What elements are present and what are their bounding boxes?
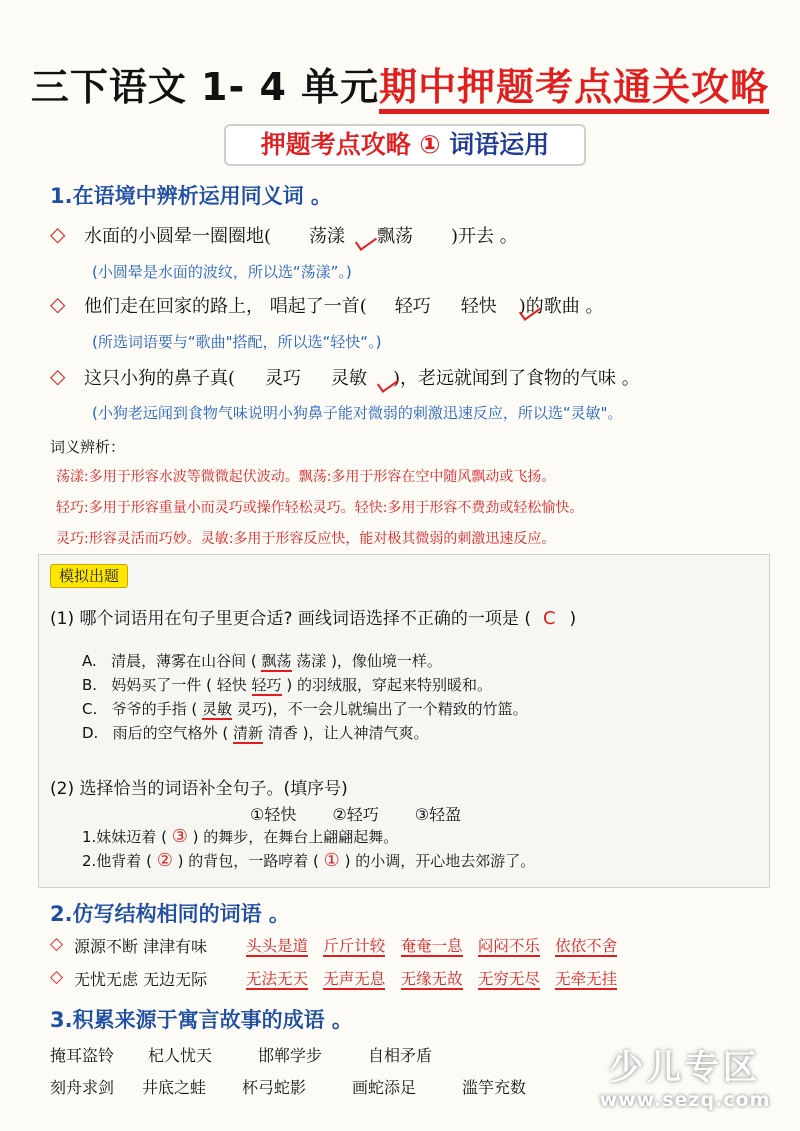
section3-heading: 3.积累来源于寓言故事的成语 。 — [50, 1008, 353, 1032]
idiom: 刻舟求剑 — [50, 1078, 115, 1097]
definition-line: 灵巧:形容灵活而巧妙。灵敏:多用于形容反应快，能对极其微弱的刺激迅速反应。 — [56, 531, 556, 547]
given-words: 无忧无虑 无边无际 — [74, 970, 208, 989]
section2-heading: 2.仿写结构相同的词语 。 — [50, 902, 290, 926]
watermark-logo — [585, 1040, 785, 1111]
answer-row-1: 头头是道 斤斤计较 奄奄一息 闷闷不乐 依依不舍 — [246, 937, 618, 955]
page-title: 三下语文 1- 4 单元期中押题考点通关攻略 — [0, 56, 800, 111]
watermark-url: www.sezq.com — [599, 1089, 771, 1111]
practice-tag: 模拟出题 — [50, 564, 128, 588]
note-3: (小狗老远闻到食物气味说明小狗鼻子能对微弱的刺激迅速反应，所以选“灵敏"。 — [92, 404, 623, 422]
sentence-2: 他们走在回家的路上， 唱起了一首( 轻巧 轻快 )的歌曲 。 — [84, 296, 604, 317]
fill-sentence-2: 2.他背着 ( ② ) 的背包，一路哼着 ( ① ) 的小调，开心地去郊游了。 — [82, 850, 536, 871]
definition-line: 荡漾:多用于形容水波等微微起伏波动。飘荡:多用于形容在空中随风飘动或飞扬。 — [56, 469, 556, 485]
diamond-icon: ◇ — [50, 364, 66, 388]
question-2: (2) 选择恰当的词语补全句子。(填序号) — [50, 779, 348, 799]
diamond-icon: ◇ — [50, 222, 66, 246]
option-d: D. 雨后的空气格外 ( 清新 清香 )，让人神清气爽。 — [82, 724, 429, 742]
sentence-1: 水面的小圆晕一圈圈地( 荡漾 飘荡 )开去 。 — [84, 226, 518, 247]
idiom: 邯郸学步 — [258, 1046, 323, 1065]
idiom: 自相矛盾 — [368, 1046, 433, 1065]
idiom: 画蛇添足 — [352, 1078, 417, 1097]
note-1: (小圆晕是水面的波纹，所以选“荡漾”。) — [92, 263, 352, 281]
section1-heading: 1.在语境中辨析运用同义词 。 — [50, 184, 332, 208]
fill-sentence-1: 1.妹妹迈着 ( ③ ) 的舞步，在舞台上翩翩起舞。 — [82, 826, 399, 847]
idiom: 杞人忧天 — [148, 1046, 213, 1065]
diamond-icon: ◇ — [50, 292, 66, 316]
definitions-title: 词义辨析： — [50, 438, 126, 456]
given-words: 源源不断 津津有味 — [74, 937, 208, 956]
note-2: (所选词语要与“歌曲"搭配，所以选“轻快“。) — [92, 333, 382, 351]
diamond-icon: ◇ — [50, 934, 64, 954]
diamond-icon: ◇ — [50, 967, 64, 987]
idiom: 掩耳盗铃 — [50, 1046, 115, 1065]
option-a: A. 清晨，薄雾在山谷间 ( 飘荡 荡漾 )，像仙境一样。 — [82, 652, 442, 670]
answer-row-2: 无法无天 无声无息 无缘无故 无穷无尽 无牵无挂 — [246, 970, 618, 988]
option-b: B. 妈妈买了一件 ( 轻快 轻巧 ) 的羽绒服，穿起来特别暖和。 — [82, 676, 492, 694]
option-c: C. 爷爷的手指 ( 灵敏 灵巧)，不一会儿就编出了一个精致的竹篮。 — [82, 700, 528, 718]
watermark-text: 少儿专区 — [609, 1048, 761, 1088]
question-1: (1) 哪个词语用在句子里更合适? 画线词语选择不正确的一项是 ( C ) — [50, 608, 577, 629]
sentence-3: 这只小狗的鼻子真( 灵巧 灵敏 )，老远就闻到了食物的气味 。 — [84, 368, 640, 389]
idiom: 井底之蛙 — [142, 1078, 207, 1097]
idiom: 滥竽充数 — [462, 1078, 527, 1097]
definition-line: 轻巧:多用于形容重量小而灵巧或操作轻松灵巧。轻快:多用于形容不费劲或轻松愉快。 — [56, 500, 584, 516]
section-subtitle: 押题考点攻略 ① 词语运用 — [224, 124, 586, 166]
idiom: 杯弓蛇影 — [242, 1078, 307, 1097]
choice-list: ①轻快 ②轻巧 ③轻盈 — [250, 805, 462, 824]
